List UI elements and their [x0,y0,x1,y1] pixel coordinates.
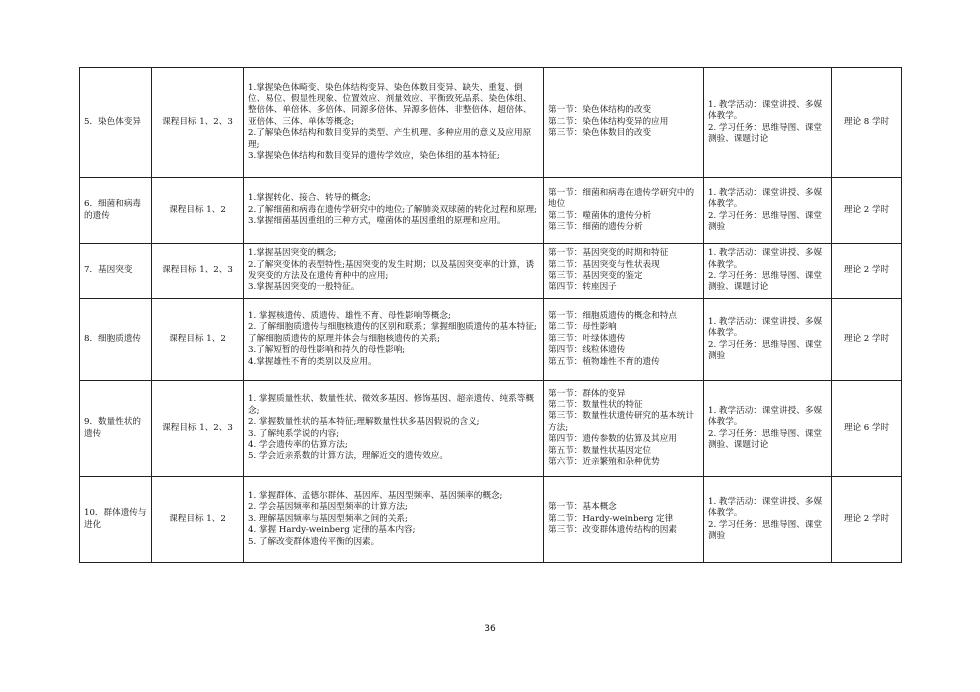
sections-cell [544,477,704,563]
section-line: 第四节：线粒体遗传 [548,345,626,356]
section-line: 第一节：染色体结构的改变 [548,105,652,116]
section-line: 第二节：数量性状的特征 [548,399,643,410]
section-line: 第二节：基因突变与性状表现 [548,259,660,270]
content-line: 1.掌握染色体畸变、染色体结构变异、染色体数目变异、缺失、重复、倒位、易位、假显性现象、位置效应、剂量效应、平衡致死品系、染色体组、整倍体、单倍体、多倍体、同源多倍体、异源多倍体、非整倍体、超倍体、亚倍体、三体、单体等概念; [248,82,532,127]
method-line: 1. 教学活动：课堂讲授、多媒体教学。 [708,405,823,428]
chapter-cell: 6．细菌和病毒的遗传 [80,178,152,244]
methods-cell [704,381,832,477]
sections-cell [544,244,704,299]
section-line: 第五节：植物雄性不育的遗传 [548,356,660,367]
method-line: 2. 学习任务：思维导图、课堂测验、课题讨论 [708,122,823,144]
content-line: 3.掌握基因突变的一般特征。 [248,282,360,293]
section-line: 第二节：染色体结构变异的应用 [548,116,669,127]
section-line: 第二节：Hardy-weinberg 定律 [548,513,674,524]
section-line: 第五节：数量性状基因定位 [548,445,652,456]
content-line: 3.了解短暂的母性影响和持久的母性影响; [248,345,406,356]
table-row [80,299,902,381]
hours-cell: 理论 2 学时 [832,477,902,563]
content-line: 2. 掌握数量性状的基本特征;理解数量性状多基因假说的含义; [248,417,480,428]
method-line: 1. 教学活动：课堂讲授、多媒体教学。 [708,248,823,270]
content-line: 2. 了解细胞质遗传与细胞核遗传的区别和联系；掌握细胞质遗传的基本特征;了解细胞质遗传的原理并体会与细胞核遗传的关系; [248,322,537,344]
course-goal-cell: 课程目标 1、2、3 [152,381,244,477]
section-line: 第三节：改变群体遗传结构的因素 [548,525,677,536]
hours-cell: 理论 2 学时 [832,178,902,244]
content-line: 4. 掌握 Hardy-weinberg 定律的基本内容; [248,525,416,536]
methods-cell [704,178,832,244]
chapter-cell: 7．基因突变 [80,244,152,299]
method-line: 2. 学习任务：思维导图、课堂测验、课题讨论 [708,271,823,293]
method-line: 2. 学习任务：思维导图、课堂测验、课题讨论 [708,428,823,450]
method-line: 2. 学习任务：思维导图、课堂测验 [708,519,823,541]
table-row [80,178,902,244]
content-line: 1.掌握转化、接合、转导的概念; [248,193,371,204]
methods-cell [704,477,832,563]
content-cell [244,477,544,563]
content-line: 2.了解染色体结构和数目变异的类型、产生机理、多种应用的意义及应用原理; [248,128,532,150]
method-line: 2. 学习任务：思维导图、课堂测验 [708,210,823,232]
table-body [80,68,902,563]
section-line: 第一节：细菌和病毒在遗传学研究中的地位 [548,187,695,210]
content-cell [244,244,544,299]
syllabus-table [79,67,902,563]
table-row [80,477,902,563]
table-row [80,381,902,477]
content-line: 1. 掌握群体、孟德尔群体、基因库、基因型频率、基因频率的概念; [248,490,503,501]
section-line: 第一节：群体的变异 [548,388,626,399]
content-cell [244,68,544,178]
section-line: 第一节：基本概念 [548,502,617,513]
content-line: 5. 学会近亲系数的计算方法，理解近交的遗传效应。 [248,451,448,462]
methods-cell [704,299,832,381]
hours-cell: 理论 2 学时 [832,299,902,381]
method-line: 1. 教学活动：课堂讲授、多媒体教学。 [708,496,823,519]
course-goal-cell: 课程目标 1、2 [152,178,244,244]
hours-cell: 理论 2 学时 [832,244,902,299]
table-row [80,244,902,299]
chapter-cell: 10．群体遗传与进化 [80,477,152,563]
content-line: 5. 了解改变群体遗传平衡的因素。 [248,536,380,547]
content-line: 2.了解细菌和病毒在遗传学研究中的地位;了解肺炎双球菌的转化过程和原理; [248,204,537,215]
hours-cell: 理论 6 学时 [832,381,902,477]
content-line: 3.掌握细菌基因重组的三种方式，噬菌体的基因重组的原理和应用。 [248,216,506,227]
chapter-cell: 8．细胞质遗传 [80,299,152,381]
method-line: 2. 学习任务：思维导图、课堂测验 [708,339,823,361]
section-line: 第三节：数量性状遗传研究的基本统计方法; [548,411,695,433]
sections-cell [544,299,704,381]
section-line: 第一节：细胞质遗传的概念和特点 [548,310,677,321]
section-line: 第三节：细菌的遗传分析 [548,221,643,232]
course-goal-cell: 课程目标 1、2 [152,299,244,381]
section-line: 第四节：转座因子 [548,282,617,293]
hours-cell: 理论 8 学时 [832,68,902,178]
sections-cell [544,68,704,178]
content-line: 2.了解突变体的表型特性;基因突变的发生时期；以及基因突变率的计算，诱发突变的方法及在遗传育种中的应用; [248,259,535,281]
methods-cell [704,68,832,178]
content-cell [244,299,544,381]
chapter-cell: 9．数量性状的遗传 [80,381,152,477]
section-line: 第三节：染色体数目的改变 [548,128,652,139]
table-row [80,68,902,178]
section-line: 第一节：基因突变的时期和特征 [548,248,669,259]
method-line: 1. 教学活动：课堂讲授、多媒体教学。 [708,187,823,210]
section-line: 第三节：基因突变的鉴定 [548,271,643,281]
sections-cell [544,178,704,244]
method-line: 1. 教学活动：课堂讲授、多媒体教学。 [708,99,823,122]
sections-cell [544,381,704,477]
content-line: 1. 掌握核遗传、质遗传、雄性不育、母性影响等概念; [248,310,451,321]
content-line: 3.掌握染色体结构和数目变异的遗传学效应，染色体组的基本特征; [248,151,500,162]
content-line: 4.掌握雄性不育的类别以及应用。 [248,356,377,367]
section-line: 第二节：噬菌体的遗传分析 [548,210,652,221]
course-goal-cell: 课程目标 1、2、3 [152,68,244,178]
content-cell [244,381,544,477]
course-goal-cell: 课程目标 1、2、3 [152,244,244,299]
content-line: 1. 掌握质量性状、数量性状、微效多基因、修饰基因、超亲遗传、纯系等概念; [248,394,534,416]
content-cell [244,178,544,244]
section-line: 第六节：近亲繁殖和杂种优势 [548,457,660,468]
section-line: 第四节：遗传参数的估算及其应用 [548,434,677,445]
content-line: 2. 学会基因频率和基因型频率的计算方法; [248,502,408,513]
content-line: 1.掌握基因突变的概念; [248,248,337,259]
chapter-cell: 5．染色体变异 [80,68,152,178]
page-number: 36 [484,624,496,634]
course-goal-cell: 课程目标 1、2 [152,477,244,563]
methods-cell [704,244,832,299]
method-line: 1. 教学活动：课堂讲授、多媒体教学。 [708,316,823,339]
section-line: 第二节：母性影响 [548,322,617,333]
content-line: 4. 学会遗传率的估算方法; [248,439,348,450]
content-line: 3. 了解纯系学说的内容; [248,428,340,439]
section-line: 第三节：叶绿体遗传 [548,333,626,344]
content-line: 3. 理解基因频率与基因型频率之间的关系; [248,513,408,524]
